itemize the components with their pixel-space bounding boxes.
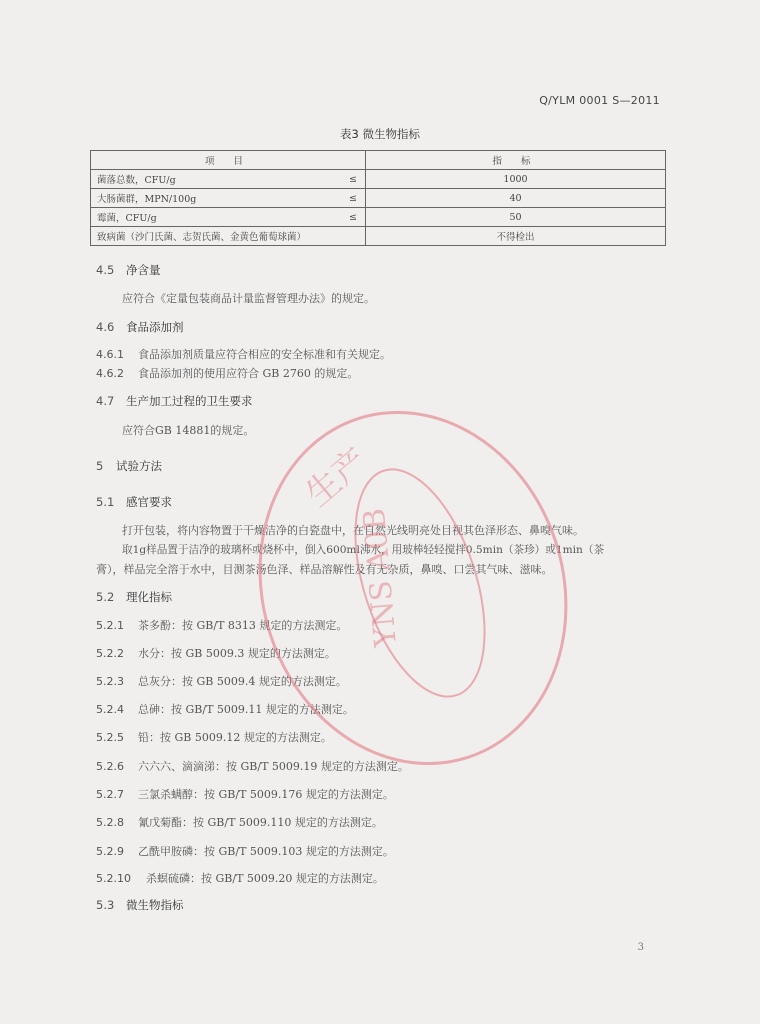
clause-number: 4.6.2 [96,367,124,380]
clause-5-2-2 [96,645,336,661]
clause-text: 乙酰甲胺磷：按 GB/T 5009.103 规定的方法测定。 [138,845,394,858]
clause-text: 食品添加剂的使用应符合 GB 2760 的规定。 [138,367,359,380]
clause-number: 4.6.1 [96,348,124,361]
paragraph: 打开包装，将内容物置于干燥洁净的白瓷盘中，在自然光线明亮处目视其色泽形态、鼻嗅气味。 [122,524,584,537]
clause-text: 总砷：按 GB/T 5009.11 规定的方法测定。 [138,703,354,716]
document-number: Q/YLM 0001 S—2011 [539,94,660,107]
clause-text: 食品添加剂质量应符合相应的安全标准和有关规定。 [138,348,391,361]
section-title: 理化指标 [126,590,172,604]
clause-number: 5.2.8 [96,816,124,829]
clause-5-2-9 [96,843,394,859]
clause-text: 三氯杀螨醇：按 GB/T 5009.176 规定的方法测定。 [138,788,394,801]
section-number: 4.5 [96,263,115,277]
clause-text: 氰戊菊酯：按 GB/T 5009.110 规定的方法测定。 [138,816,383,829]
section-title: 试验方法 [116,459,162,473]
clause-5-2-8 [96,814,383,830]
table-caption: 表3 微生物指标 [340,127,420,141]
clause-number: 5.2.5 [96,731,124,744]
clause-text: 杀螟硫磷：按 GB/T 5009.20 规定的方法测定。 [146,872,384,885]
clause-number: 5.2.3 [96,675,124,688]
section-heading-5-3 [96,897,184,913]
section-heading-5-1 [96,494,172,510]
row-item: 大肠菌群，MPN/100g [91,189,334,208]
paragraph: 取1g样品置于洁净的玻璃杯或烧杯中，倒入600ml沸水，用玻棒轻轻搅拌0.5min（茶珍）或1min（茶 [122,544,605,556]
red-stamp-seal [248,398,578,778]
clause-number: 5.2.6 [96,760,124,773]
row-item: 菌落总数，CFU/g [91,170,334,189]
clause-number: 5.2.7 [96,788,124,801]
section-number: 4.7 [96,394,115,408]
section-heading-4-7 [96,393,253,409]
section-title: 生产加工过程的卫生要求 [126,394,253,408]
row-item: 致病菌（沙门氏菌、志贺氏菌、金黄色葡萄球菌） [91,227,334,246]
microbiology-table [90,150,666,246]
table-row [91,170,666,189]
section-heading-5 [96,458,162,474]
table-header-row [91,151,666,170]
clause-text: 铅：按 GB 5009.12 规定的方法测定。 [138,731,332,744]
clause-text: 水分：按 GB 5009.3 规定的方法测定。 [138,647,336,660]
table-row [91,227,666,246]
clause-5-2-5 [96,729,332,745]
clause-number: 5.2.4 [96,703,124,716]
row-value: 50 [366,208,666,227]
row-symbol: ≤ [333,208,366,227]
table-row [91,189,666,208]
header-item: 项 目 [91,151,366,170]
row-item: 霉菌，CFU/g [91,208,334,227]
table-row [91,208,666,227]
clause-5-2-3 [96,673,347,689]
header-value: 指 标 [366,151,666,170]
clause-number: 5.2.10 [96,872,131,885]
row-symbol: ≤ [333,189,366,208]
row-value: 不得检出 [366,227,666,246]
section-number: 5.3 [96,898,115,912]
section-heading-4-5 [96,262,161,278]
stamp-text-code: YNS A0B [356,506,404,649]
section-number: 5.2 [96,590,115,604]
row-symbol: ≤ [333,170,366,189]
clause-number: 5.2.9 [96,845,124,858]
section-number: 4.6 [96,320,115,334]
clause-number: 5.2.2 [96,647,124,660]
section-title: 净含量 [126,263,161,277]
clause-5-2-10 [96,870,384,886]
clause-5-2-7 [96,786,394,802]
clause-5-2-1 [96,617,347,633]
section-title: 微生物指标 [126,898,184,912]
paragraph: 应符合GB 14881的规定。 [122,424,255,437]
paragraph: 应符合《定量包装商品计量监督管理办法》的规定。 [122,292,375,305]
row-symbol [333,227,366,246]
stamp-text-top: 生产 [298,440,376,515]
clause-4-6-1 [96,346,391,362]
section-heading-5-2 [96,589,172,605]
row-value: 1000 [366,170,666,189]
section-title: 食品添加剂 [126,320,184,334]
page-number: 3 [637,942,644,953]
clause-text: 茶多酚：按 GB/T 8313 规定的方法测定。 [138,619,348,632]
row-value: 40 [366,189,666,208]
clause-text: 总灰分：按 GB 5009.4 规定的方法测定。 [138,675,347,688]
clause-number: 5.2.1 [96,619,124,632]
clause-text: 六六六、滴滴涕：按 GB/T 5009.19 规定的方法测定。 [138,760,409,773]
clause-5-2-4 [96,701,354,717]
section-number: 5 [96,459,104,473]
section-number: 5.1 [96,495,115,509]
section-heading-4-6 [96,319,184,335]
clause-4-6-2 [96,365,358,381]
clause-5-2-6 [96,758,409,774]
section-title: 感官要求 [126,495,172,509]
paragraph: 膏），样品完全溶于水中，目测茶汤色泽、样品溶解性及有无杂质，鼻嗅、口尝其气味、滋味。 [96,563,553,576]
